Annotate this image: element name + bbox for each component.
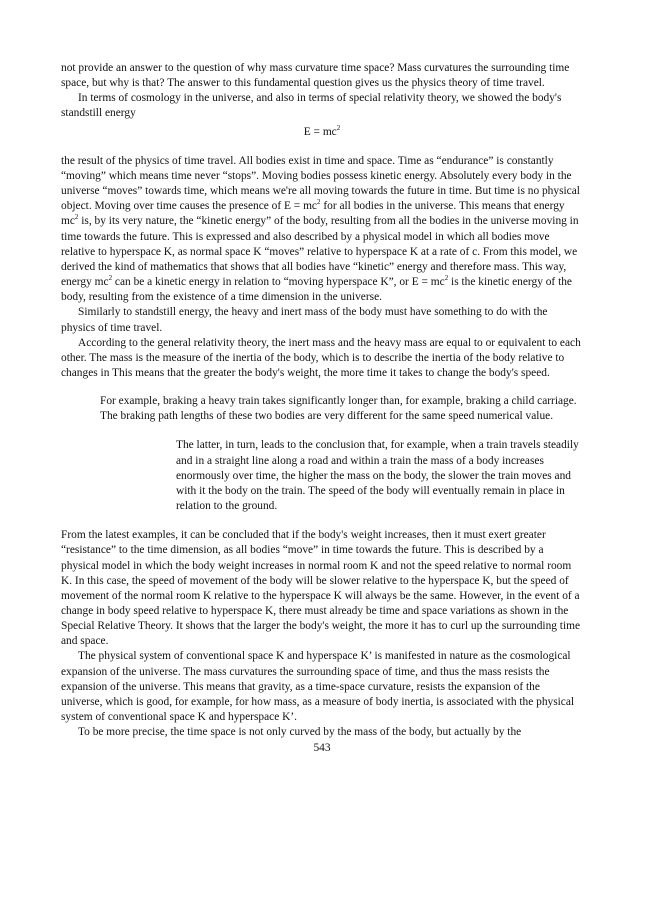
quote-train-example: The latter, in turn, leads to the conclusion that, for example, when a train travels steadily and in a straight line along a road and within a train the mass of a body increases enormously over time, the higher the mass on the body, the slower the train moves and with it the body on the train. The speed of the body will eventually remain in place in relation to the ground. (176, 439, 579, 513)
paragraph-standstill-energy: In terms of cosmology in the universe, and also in terms of special relativity theory, we showed the body's standstill energy (61, 92, 562, 120)
equation-exponent: 2 (336, 123, 341, 132)
paragraph-cosmological-expansion: The physical system of conventional space K and hyperspace K’ is manifested in nature as the cosmological expansion of the universe. The mass curvatures the surrounding space of time, and thus the mass resists the expansion of the universe. This means that gravity, as a time-space curvature, resists the expansion of the universe, which is good, for example, for how mass, as a measure of body inertia, is associated with the physical system of conventional space K and hyperspace K’. (61, 650, 575, 724)
paragraph-resistance-time: From the latest examples, it can be concluded that if the body's weight increases, then it must exert greater “resistance” to the time dimension, as all bodies “move” in time towards the future. This is described by a physical model in which the body weight increases in normal room K and not the speed relative to normal room K. In this case, the speed of movement of the body will be slower relative to the hyperspace K, but the speed of movement of the normal room K relative to the hyperspace K will always be the same. However, in the event of a change in body speed relative to hyperspace K, there must already be time and space variations as shown in the Special Relative Theory. It shows that the larger the body's weight, the more it has to curl up the surrounding time and space. (61, 529, 581, 648)
text-segment: is the kinetic energy of the body, resulting from the existence of a time dimension in the universe. (61, 276, 572, 304)
superscript: 2 (74, 213, 79, 222)
paragraph-time-travel-physics (61, 154, 583, 306)
superscript: 2 (444, 274, 449, 283)
equation-base: E = mc (303, 125, 337, 138)
paragraph-heavy-inert-mass: Similarly to standstill energy, the heavy and inert mass of the body must have something to do with the physics of time travel. (61, 306, 548, 334)
quote-braking-example: For example, braking a heavy train takes significantly longer than, for example, braking a child carriage. The braking path lengths of these two bodies are very different for the same speed numerical value. (100, 395, 577, 423)
text-segment: for all bodies in the universe. This means that energy mc (61, 200, 565, 228)
superscript: 2 (108, 274, 113, 283)
document-page (61, 61, 583, 757)
paragraph-general-relativity: According to the general relativity theory, the inert mass and the heavy mass are equal to or equivalent to each other. The mass is the measure of the inertia of the body, which is to describe the inertia of the body relative to changes in This means that the greater the body's weight, the more time it takes to change the body's speed. (61, 336, 581, 379)
paragraph-intro: not provide an answer to the question of why mass curvature time space? Mass curvatures the surrounding time space, but why is that? The answer to this fundamental question gives us the physics theory of time travel. (61, 62, 570, 90)
equation-mass-energy (61, 125, 583, 140)
superscript: 2 (316, 198, 321, 207)
paragraph-time-space-curvature: To be more precise, the time space is not only curved by the mass of the body, but actually by the (78, 726, 522, 739)
text-segment: the result of the physics of time travel. All bodies exist in time and space. Time as “endurance” is constantly “moving” which means time never “stops”. Moving bodies possess kinetic energy. Absolutely every body in the universe “moves” towards time, which means we're all moving towards the future in time. But time is no physical object. Moving over time causes the presence of E = mc (61, 154, 580, 213)
text-segment: is, by its very nature, the “kinetic energy” of the body, resulting from all the bodies in the universe moving in time towards the future. This is expressed and also described by a physical model in which all bodies move relative to hyperspace K, as normal space K “moves” relative to hyperspace K at a rate of c. From this model, we derived the kind of mathematics that shows that all bodies have “kinetic” energy and therefore mass. This way, energy mc (61, 215, 579, 289)
page-number: 543 (313, 742, 331, 755)
text-segment: can be a kinetic energy in relation to “moving hyperspace K”, or E = mc (112, 276, 445, 289)
